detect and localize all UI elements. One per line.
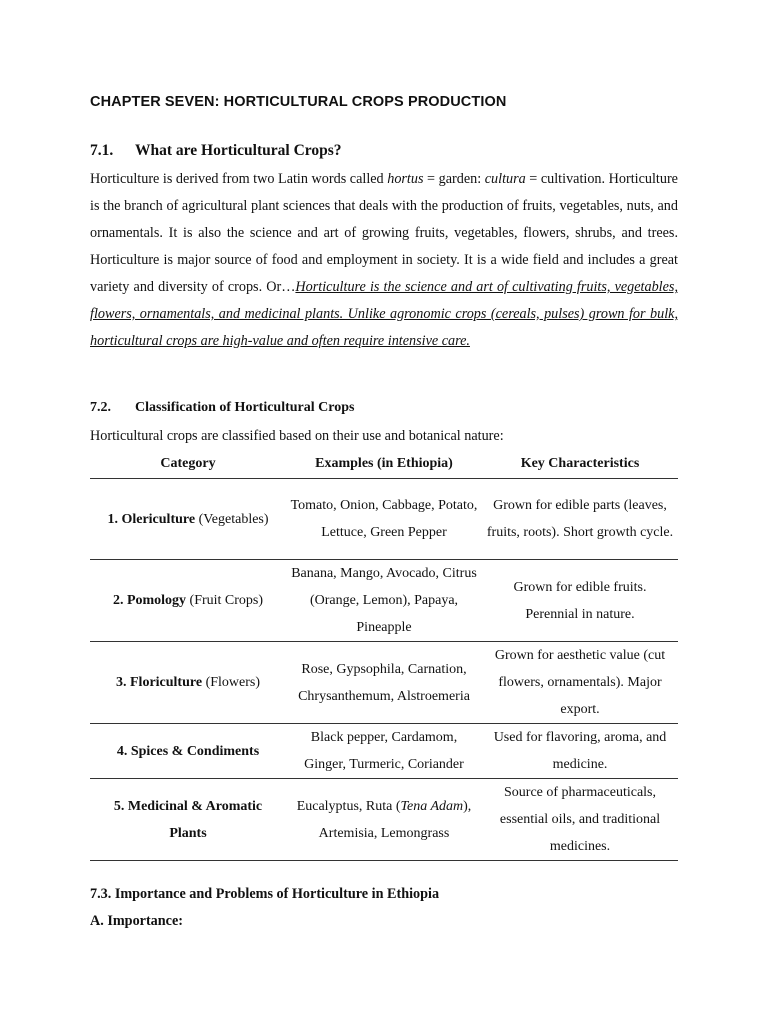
examples-text: Eucalyptus, Ruta ( — [296, 798, 401, 814]
section-number: 7.1. — [90, 142, 114, 159]
latin-term-cultura: cultura — [484, 171, 526, 187]
classification-table — [90, 448, 678, 861]
category-name: 4. Spices & Condiments — [116, 743, 260, 759]
table-row — [90, 779, 678, 861]
category-cell — [90, 479, 286, 560]
characteristics-cell: Grown for edible fruits. Perennial in nature. — [482, 560, 678, 642]
category-cell — [90, 724, 286, 779]
section-heading-7-2 — [90, 400, 678, 416]
column-header-characteristics: Key Characteristics — [482, 448, 678, 479]
underlined-definition: Horticulture is the science and art of cultivating fruits, vegetables, flowers, ornamentals, and medicinal plants. Unlike agronomic crops (cereals, pulses) grown for bulk, horticultural crops are high-value and often require intensive care. — [90, 279, 678, 349]
table-row — [90, 642, 678, 724]
category-qualifier: (Fruit Crops) — [186, 593, 264, 608]
column-header-examples: Examples (in Ethiopia) — [286, 448, 482, 479]
category-cell — [90, 779, 286, 861]
characteristics-cell: Grown for aesthetic value (cut flowers, ornamentals). Major export. — [482, 642, 678, 724]
paragraph-text: Horticulture is derived from two Latin words called — [90, 171, 388, 187]
category-name: 1. Olericulture — [107, 511, 196, 527]
latin-term-hortus: hortus — [387, 171, 424, 187]
paragraph-text: = cultivation. Horticulture is the branch of agricultural plant sciences that deals with the production of fruits, vegetables, nuts, and ornamentals. It is also the science and art of growing fruits, vegetables, flowers, shrubs, and trees. Horticulture is major source of food and employment in society. It is a wide field and includes a great variety and diversity of crops. Or… — [90, 171, 678, 295]
category-name: 2. Pomology — [112, 593, 187, 608]
table-row — [90, 560, 678, 642]
examples-cell: Black pepper, Cardamom, Ginger, Turmeric, Coriander — [286, 724, 482, 779]
examples-cell: Banana, Mango, Avocado, Citrus (Orange, Lemon), Papaya, Pineapple — [286, 560, 482, 642]
section-heading-7-3: 7.3. Importance and Problems of Horticulture in Ethiopia — [90, 886, 440, 902]
table-header-row — [90, 448, 678, 479]
subheading-importance: A. Importance: — [90, 913, 183, 929]
examples-text: ), Artemisia, Lemongrass — [318, 798, 472, 841]
section-number: 7.2. — [90, 400, 111, 415]
table-row — [90, 479, 678, 560]
category-name: 5. Medicinal & Aromatic Plants — [113, 798, 263, 841]
chapter-title: CHAPTER SEVEN: HORTICULTURAL CROPS PRODUCTION — [90, 94, 507, 110]
section-heading-7-1 — [90, 142, 678, 160]
category-name: 3. Floriculture — [116, 675, 203, 690]
classification-intro: Horticultural crops are classified based on their use and botanical nature: — [90, 428, 504, 444]
examples-cell: Tomato, Onion, Cabbage, Potato, Lettuce, Green Pepper — [286, 479, 482, 560]
category-cell — [90, 642, 286, 724]
characteristics-cell: Used for flavoring, aroma, and medicine. — [482, 724, 678, 779]
characteristics-cell: Source of pharmaceuticals, essential oils, and traditional medicines. — [482, 779, 678, 861]
table-row — [90, 724, 678, 779]
definition-paragraph — [90, 166, 678, 355]
category-cell — [90, 560, 286, 642]
paragraph-text: = garden: — [423, 171, 485, 187]
examples-cell: Rose, Gypsophila, Carnation, Chrysanthemum, Alstroemeria — [286, 642, 482, 724]
local-name: Tena Adam — [400, 798, 464, 814]
section-title: What are Horticultural Crops? — [135, 142, 342, 159]
column-header-category: Category — [90, 448, 286, 479]
section-title: Classification of Horticultural Crops — [135, 400, 355, 415]
category-qualifier: (Flowers) — [202, 675, 260, 690]
examples-cell — [286, 779, 482, 861]
category-qualifier: (Vegetables) — [195, 511, 269, 527]
characteristics-cell: Grown for edible parts (leaves, fruits, roots). Short growth cycle. — [482, 479, 678, 560]
